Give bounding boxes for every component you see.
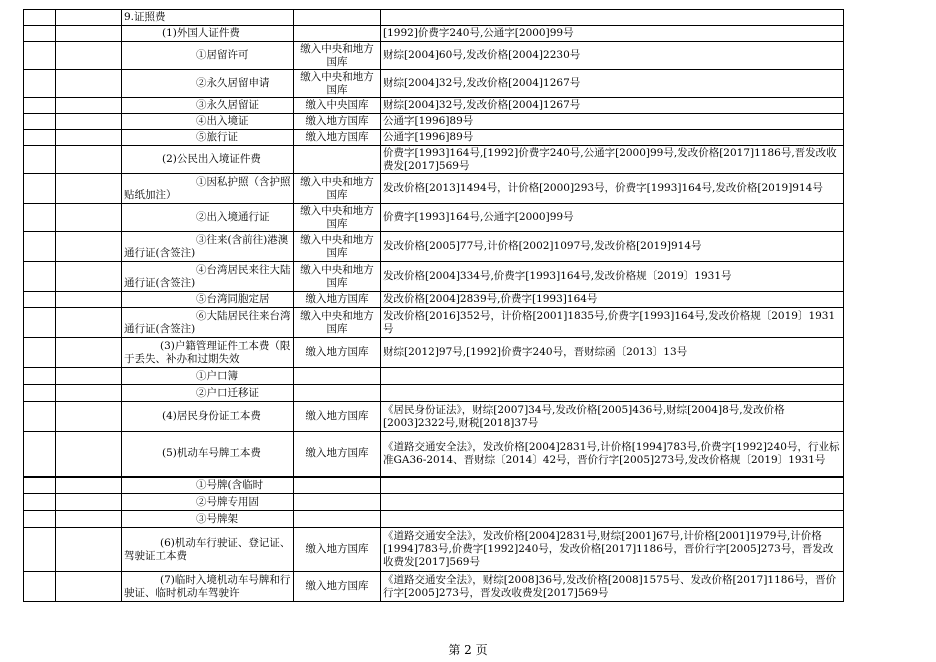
policy-basis: 《道路交通安全法》，财综[2008]36号,发改价格[2008]1575号、发改价格[2017]1186号，晋价行字[2005]273号，晋发改收费发[2017]569号 [383, 573, 837, 599]
fee-name-cell [122, 42, 294, 70]
treasury-cell [294, 368, 381, 385]
treasury-cell [294, 174, 381, 204]
row-code-cell [56, 572, 122, 602]
row-index-cell [24, 42, 56, 70]
table-row [24, 494, 844, 511]
fee-name-cell [122, 10, 294, 26]
fee-name: (7)临时入境机动车号牌和行驶证、临时机动车驾驶许 [124, 573, 291, 599]
row-index-cell [24, 385, 56, 402]
table-row [24, 432, 844, 477]
table-row [24, 477, 844, 494]
policy-basis-cell [381, 26, 844, 42]
treasury-cell [294, 130, 381, 146]
fee-name: (6)机动车行驶证、登记证、驾驶证工本费 [124, 536, 291, 562]
policy-basis-cell [381, 402, 844, 432]
policy-basis-cell [381, 477, 844, 494]
table-row [24, 402, 844, 432]
policy-basis-cell [381, 494, 844, 511]
policy-basis-cell [381, 174, 844, 204]
row-code-cell [56, 42, 122, 70]
row-code-cell [56, 292, 122, 308]
table-row [24, 232, 844, 262]
policy-basis: 发改价格[2016]352号，计价格[2001]1835号,价费字[1993]164号,发改价格规〔2019〕1931号 [383, 309, 836, 335]
policy-basis-cell [381, 70, 844, 98]
treasury-destination: 缴入中央和地方国库 [300, 42, 374, 68]
policy-basis: 《居民身份证法》，财综[2007]34号,发改价格[2005]436号,财综[2004]8号,发改价格[2003]2322号,财税[2018]37号 [383, 403, 785, 429]
treasury-cell [294, 477, 381, 494]
table-row [24, 292, 844, 308]
policy-basis-cell [381, 338, 844, 368]
fee-name-cell [122, 130, 294, 146]
treasury-destination: 缴入地方国库 [305, 580, 369, 592]
fee-name-cell [122, 204, 294, 232]
fee-name: ⑥大陆居民往来台湾通行证(含签注) [124, 309, 291, 335]
table-row [24, 308, 844, 338]
table-row [24, 338, 844, 368]
row-index-cell [24, 528, 56, 572]
policy-basis: 公通字[1996]89号 [383, 115, 474, 127]
treasury-cell [294, 308, 381, 338]
treasury-cell [294, 232, 381, 262]
policy-basis: 发改价格[2005]77号,计价格[2002]1097号,发改价格[2019]914号 [383, 240, 702, 252]
fee-name-cell [122, 26, 294, 42]
row-index-cell [24, 292, 56, 308]
treasury-destination: 缴入地方国库 [305, 293, 369, 305]
policy-basis-cell [381, 528, 844, 572]
policy-basis: 财综[2004]60号,发改价格[2004]2230号 [383, 49, 581, 61]
treasury-cell [294, 511, 381, 528]
row-code-cell [56, 338, 122, 368]
treasury-destination: 缴入地方国库 [305, 447, 369, 460]
fee-name-cell [122, 477, 294, 494]
fee-name-cell [122, 262, 294, 292]
treasury-cell [294, 204, 381, 232]
treasury-destination: 缴入中央和地方国库 [300, 263, 374, 289]
treasury-cell [294, 146, 381, 174]
policy-basis: 《道路交通安全法》，发改价格[2004]2831号,财综[2001]67号,计价格[2001]1979号,计价格[1994]783号,价费字[1992]240号，发改价格[2017]1186号，晋价行字[2005]273号，晋发改收费发[2017]569号 [383, 530, 834, 568]
fee-table [23, 9, 844, 602]
fee-name: ①户口簿 [196, 369, 238, 382]
row-code-cell [56, 114, 122, 130]
fee-name: ⑤旅行证 [196, 131, 238, 143]
table-row [24, 146, 844, 174]
policy-basis-cell [381, 572, 844, 602]
row-code-cell [56, 308, 122, 338]
row-code-cell [56, 70, 122, 98]
fee-name-cell [122, 511, 294, 528]
row-index-cell [24, 368, 56, 385]
fee-name: ②出入境通行证 [196, 211, 270, 223]
policy-basis-cell [381, 511, 844, 528]
treasury-destination: 缴入中央和地方国库 [300, 175, 374, 201]
table-row [24, 26, 844, 42]
policy-basis: 财综[2004]32号,发改价格[2004]1267号 [383, 77, 581, 89]
policy-basis: 价费字[1993]164号,[1992]价费字240号,公通字[2000]99号,发改价格[2017]1186号,晋发改收费发[2017]569号 [383, 146, 837, 172]
policy-basis: 《道路交通安全法》，发改价格[2004]2831号,计价格[1994]783号,价费字[1992]240号，行业标准GA36-2014、晋财综〔2014〕42号，晋价行字[2005]273号,发改价格规〔2019〕1931号 [383, 440, 840, 466]
policy-basis-cell [381, 385, 844, 402]
policy-basis: [1992]价费字240号,公通字[2000]99号 [383, 27, 574, 39]
policy-basis: 价费字[1993]164号,公通字[2000]99号 [383, 211, 574, 223]
policy-basis-cell [381, 308, 844, 338]
treasury-destination: 缴入地方国库 [305, 410, 369, 422]
fee-name: ⑤台湾同胞定居 [196, 293, 270, 305]
row-code-cell [56, 98, 122, 114]
treasury-destination: 缴入地方国库 [305, 115, 369, 127]
treasury-destination: 缴入中央和地方国库 [300, 309, 374, 335]
fee-name-cell [122, 114, 294, 130]
row-index-cell [24, 511, 56, 528]
fee-name-cell [122, 494, 294, 511]
treasury-cell [294, 432, 381, 477]
policy-basis: 发改价格[2004]334号,价费字[1993]164号,发改价格规〔2019〕1931号 [383, 270, 732, 282]
policy-basis: 财综[2004]32号,发改价格[2004]1267号 [383, 99, 581, 111]
row-code-cell [56, 232, 122, 262]
row-code-cell [56, 368, 122, 385]
fee-name: ①号牌(含临时 [196, 478, 264, 491]
treasury-cell [294, 114, 381, 130]
treasury-cell [294, 98, 381, 114]
row-code-cell [56, 477, 122, 494]
fee-name-cell [122, 146, 294, 174]
fee-name: ①因私护照（含护照贴纸加注） [124, 175, 291, 201]
policy-basis-cell [381, 114, 844, 130]
policy-basis-cell [381, 368, 844, 385]
fee-name: (4)居民身份证工本费 [162, 410, 261, 422]
fee-name: (2)公民出入境证件费 [162, 153, 261, 165]
fee-name-cell [122, 528, 294, 572]
treasury-cell [294, 26, 381, 42]
row-code-cell [56, 130, 122, 146]
row-code-cell [56, 494, 122, 511]
table-row [24, 385, 844, 402]
table-row [24, 42, 844, 70]
fee-name: ①居留许可 [196, 49, 249, 61]
table-row [24, 114, 844, 130]
fee-name-cell [122, 432, 294, 477]
fee-name: (3)户籍管理证件工本费（限于丢失、补办和过期失效 [124, 339, 291, 365]
row-code-cell [56, 10, 122, 26]
row-index-cell [24, 308, 56, 338]
policy-basis-cell [381, 98, 844, 114]
row-index-cell [24, 10, 56, 26]
table-row [24, 98, 844, 114]
policy-basis-cell [381, 146, 844, 174]
treasury-destination: 缴入地方国库 [305, 543, 369, 555]
fee-name-cell [122, 232, 294, 262]
fee-name-cell [122, 174, 294, 204]
fee-name-cell [122, 385, 294, 402]
treasury-destination: 缴入地方国库 [305, 131, 369, 143]
table-row [24, 262, 844, 292]
fee-name: ③号牌架 [196, 512, 238, 525]
treasury-cell [294, 402, 381, 432]
fee-name-cell [122, 572, 294, 602]
fee-name: ②号牌专用固 [196, 495, 259, 508]
fee-name-cell [122, 292, 294, 308]
policy-basis: 财综[2012]97号,[1992]价费字240号，晋财综函〔2013〕13号 [383, 346, 688, 358]
fee-table-body [24, 10, 844, 602]
treasury-cell [294, 70, 381, 98]
fee-name: ④台湾居民来往大陆通行证(含签注) [124, 263, 291, 289]
page-number: 第 2 页 [448, 643, 488, 657]
fee-name: ④出入境证 [196, 115, 249, 127]
row-code-cell [56, 432, 122, 477]
policy-basis: 发改价格[2004]2839号,价费字[1993]164号 [383, 293, 598, 305]
row-index-cell [24, 98, 56, 114]
treasury-cell [294, 10, 381, 26]
treasury-cell [294, 338, 381, 368]
fee-name-cell [122, 308, 294, 338]
fee-name: 9.证照费 [124, 11, 166, 23]
fee-name-cell [122, 70, 294, 98]
treasury-cell [294, 385, 381, 402]
row-index-cell [24, 494, 56, 511]
row-index-cell [24, 232, 56, 262]
fee-name: (5)机动车号牌工本费 [162, 447, 261, 460]
policy-basis-cell [381, 10, 844, 26]
row-code-cell [56, 528, 122, 572]
policy-basis-cell [381, 42, 844, 70]
policy-basis-cell [381, 292, 844, 308]
row-code-cell [56, 385, 122, 402]
table-row [24, 70, 844, 98]
row-code-cell [56, 511, 122, 528]
row-index-cell [24, 338, 56, 368]
fee-name-cell [122, 338, 294, 368]
row-code-cell [56, 204, 122, 232]
fee-name: ②永久居留申请 [196, 77, 270, 89]
treasury-destination: 缴入中央和地方国库 [300, 70, 374, 96]
table-row [24, 368, 844, 385]
policy-basis: 公通字[1996]89号 [383, 131, 474, 143]
row-code-cell [56, 262, 122, 292]
fee-name: (1)外国人证件费 [162, 27, 240, 39]
table-row [24, 511, 844, 528]
row-index-cell [24, 174, 56, 204]
policy-basis-cell [381, 232, 844, 262]
treasury-destination: 缴入地方国库 [305, 346, 369, 358]
row-index-cell [24, 146, 56, 174]
policy-basis-cell [381, 432, 844, 477]
fee-name: ③往来(含前往)港澳通行证(含签注) [124, 233, 289, 259]
fee-name-cell [122, 402, 294, 432]
fee-name: ②户口迁移证 [196, 386, 259, 399]
treasury-cell [294, 494, 381, 511]
row-code-cell [56, 174, 122, 204]
row-index-cell [24, 262, 56, 292]
fee-name: ③永久居留证 [196, 99, 259, 111]
row-index-cell [24, 114, 56, 130]
table-row [24, 130, 844, 146]
row-index-cell [24, 432, 56, 477]
row-index-cell [24, 402, 56, 432]
treasury-cell [294, 572, 381, 602]
row-code-cell [56, 146, 122, 174]
table-row [24, 204, 844, 232]
treasury-cell [294, 42, 381, 70]
table-row [24, 528, 844, 572]
policy-basis-cell [381, 262, 844, 292]
row-code-cell [56, 402, 122, 432]
treasury-destination: 缴入中央和地方国库 [300, 204, 374, 230]
row-index-cell [24, 477, 56, 494]
table-row [24, 10, 844, 26]
policy-basis: 发改价格[2013]1494号，计价格[2000]293号，价费字[1993]164号,发改价格[2019]914号 [383, 182, 823, 194]
row-code-cell [56, 26, 122, 42]
policy-basis-cell [381, 204, 844, 232]
fee-name-cell [122, 368, 294, 385]
table-row [24, 572, 844, 602]
fee-name-cell [122, 98, 294, 114]
row-index-cell [24, 572, 56, 602]
policy-basis-cell [381, 130, 844, 146]
row-index-cell [24, 70, 56, 98]
treasury-cell [294, 292, 381, 308]
row-index-cell [24, 26, 56, 42]
row-index-cell [24, 130, 56, 146]
treasury-destination: 缴入中央和地方国库 [300, 233, 374, 259]
row-index-cell [24, 204, 56, 232]
treasury-destination: 缴入中央国库 [305, 99, 369, 111]
treasury-cell [294, 262, 381, 292]
table-row [24, 174, 844, 204]
treasury-cell [294, 528, 381, 572]
